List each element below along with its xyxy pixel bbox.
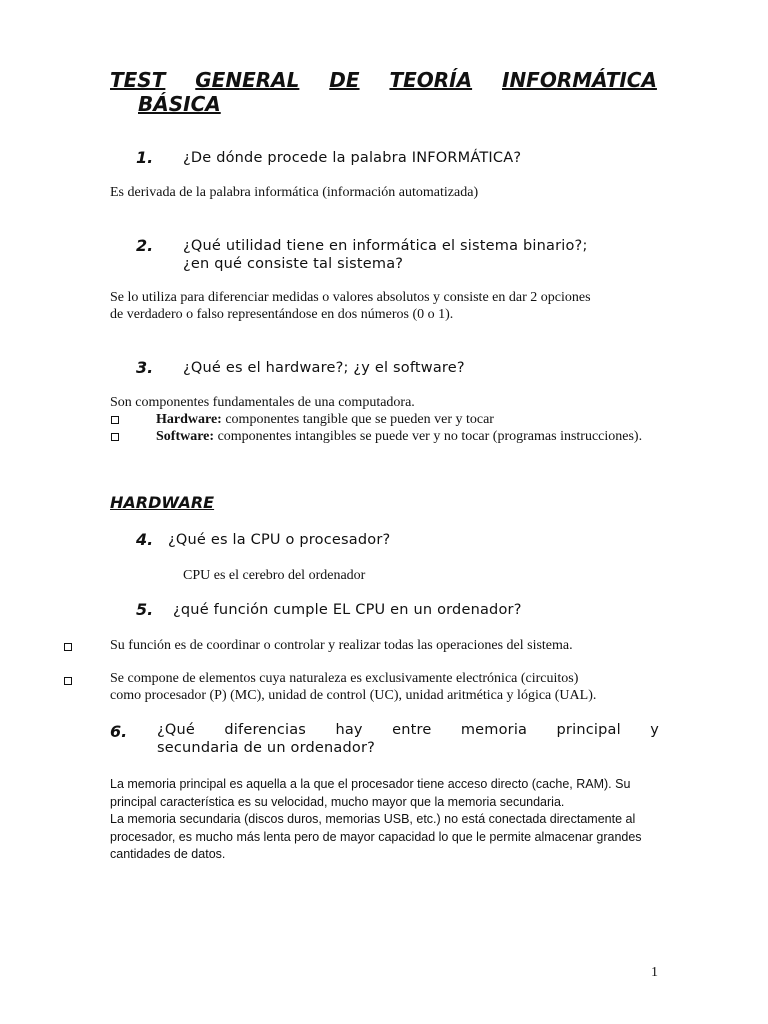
title-word: TEST: [110, 68, 166, 92]
answer-text: Es derivada de la palabra informática (información automatizada): [110, 185, 479, 200]
bullet-icon: [64, 677, 72, 685]
document-title: [110, 68, 657, 92]
list-item-term: Software:: [156, 429, 215, 444]
question-text-line2: secundaria de un ordenador?: [157, 740, 376, 756]
answer-paragraph: [110, 776, 642, 864]
title-word: TEORÍA: [389, 68, 473, 92]
title-word: INFORMÁTICA: [502, 68, 657, 92]
question-number: 1.: [136, 148, 154, 167]
bullet-icon: [111, 416, 119, 424]
answer-line: principal característica es su velocidad, mucho mayor que la memoria secundaria.: [110, 794, 565, 809]
bullet-text-line2: como procesador (P) (MC), unidad de control (UC), unidad aritmética y lógica (UAL).: [110, 688, 597, 703]
list-item-term: Hardware:: [156, 412, 222, 427]
question-text: ¿Qué es el hardware?; ¿y el software?: [183, 360, 465, 376]
list-item-desc: componentes intangibles se puede ver y no tocar (programas instrucciones).: [214, 429, 643, 444]
answer-line: La memoria principal es aquella a la que el procesador tiene acceso directo (cache, RAM). Su: [110, 777, 631, 791]
section-heading: HARDWARE: [110, 493, 215, 512]
question-text-line2: ¿en qué consiste tal sistema?: [183, 256, 404, 272]
document-title-line2: BÁSICA: [138, 92, 221, 116]
question-word: memoria: [460, 722, 528, 738]
question-text: ¿qué función cumple EL CPU en un ordenador?: [173, 602, 522, 618]
bullet-icon: [64, 643, 72, 651]
question-number: 2.: [136, 236, 154, 255]
question-text: ¿De dónde procede la palabra INFORMÁTICA?: [183, 150, 522, 166]
question-word: principal: [556, 722, 621, 738]
title-word: GENERAL: [195, 68, 300, 92]
question-word: diferencias: [224, 722, 307, 738]
question-number: 4.: [136, 530, 154, 549]
title-word: DE: [329, 68, 360, 92]
question-word: y: [650, 722, 659, 738]
answer-text: CPU es el cerebro del ordenador: [183, 568, 366, 583]
question-text: ¿Qué es la CPU o procesador?: [168, 532, 391, 548]
answer-line: La memoria secundaria (discos duros, memorias USB, etc.) no está conectada directamente al: [110, 812, 636, 826]
question-number: 6.: [110, 722, 128, 741]
answer-text: Se lo utiliza para diferenciar medidas o valores absolutos y consiste en dar 2 opciones: [110, 290, 591, 305]
question-text: ¿Qué utilidad tiene en informática el sistema binario?;: [183, 238, 588, 254]
question-word: entre: [392, 722, 432, 738]
list-item: [156, 429, 642, 445]
list-item: [156, 412, 494, 428]
bullet-text: Se compone de elementos cuya naturaleza es exclusivamente electrónica (circuitos): [110, 671, 579, 686]
bullet-text: Su función es de coordinar o controlar y realizar todas las operaciones del sistema.: [110, 638, 573, 653]
page-number: 1: [651, 965, 658, 980]
question-word: ¿Qué: [157, 722, 196, 738]
question-number: 3.: [136, 358, 154, 377]
answer-text-line2: de verdadero o falso representándose en dos números (0 o 1).: [110, 307, 454, 322]
bullet-icon: [111, 433, 119, 441]
question-text: [157, 722, 659, 738]
answer-line: cantidades de datos.: [110, 847, 226, 861]
question-number: 5.: [136, 600, 154, 619]
answer-intro: Son componentes fundamentales de una computadora.: [110, 395, 415, 410]
question-word: hay: [335, 722, 363, 738]
answer-line: procesador, es mucho más lenta pero de mayor capacidad lo que le permite almacenar grandes: [110, 829, 642, 844]
list-item-desc: componentes tangible que se pueden ver y tocar: [221, 412, 494, 427]
